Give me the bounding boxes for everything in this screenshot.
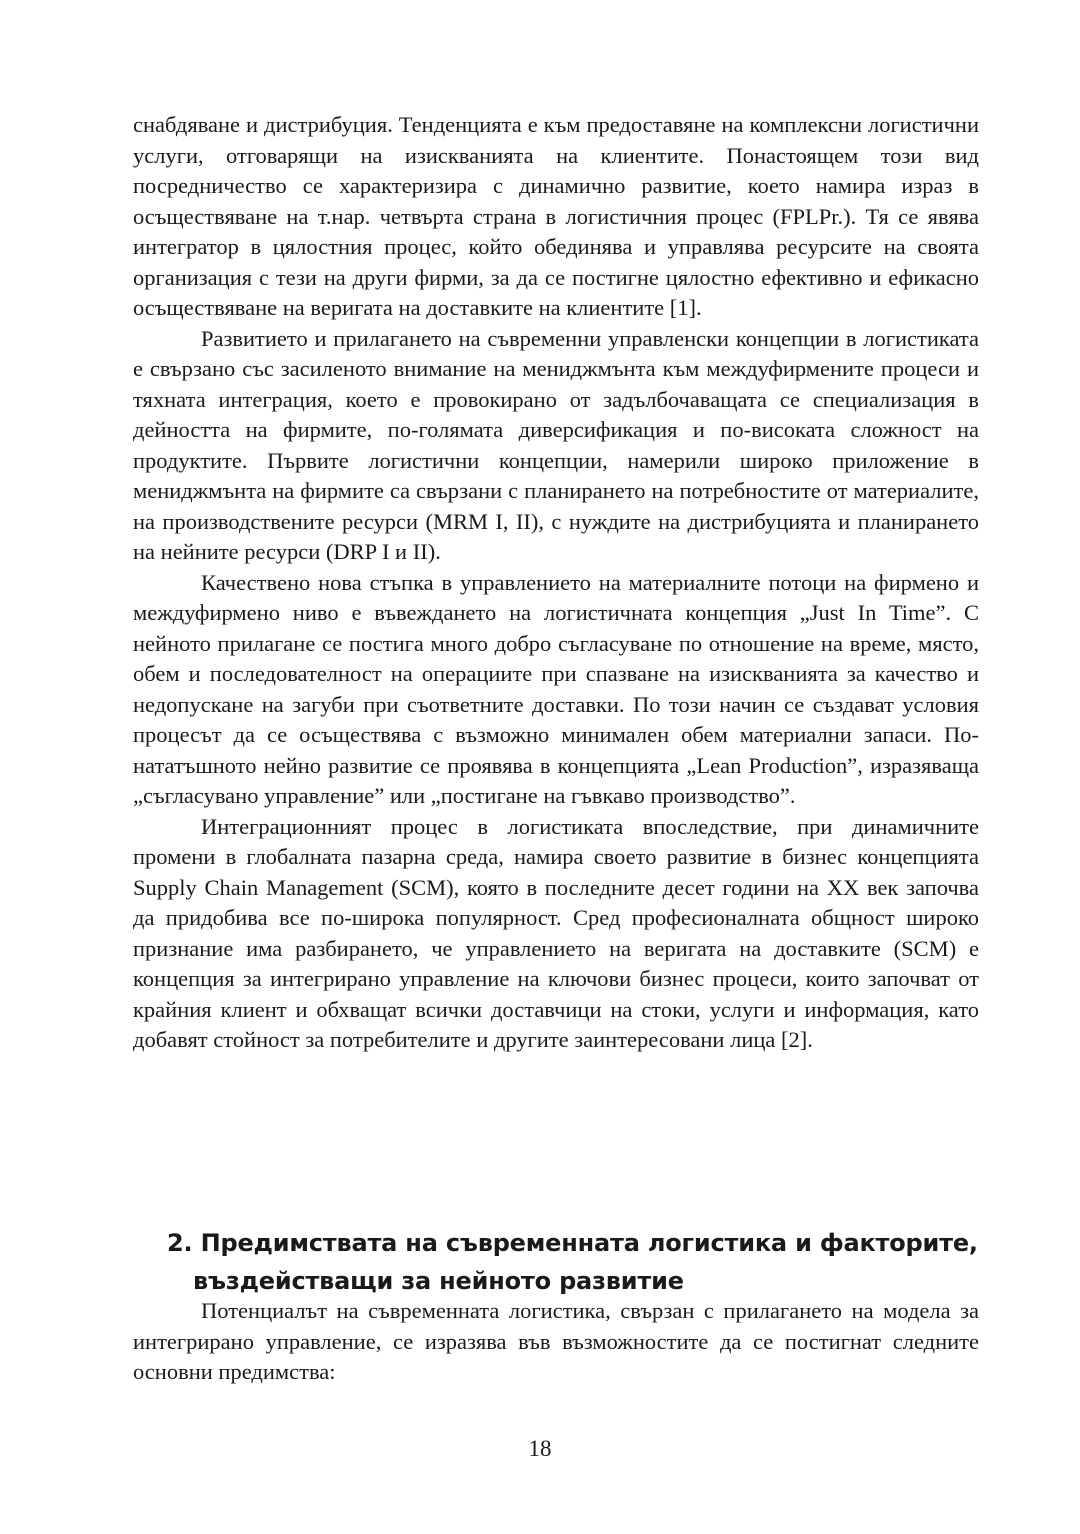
body-text — [133, 110, 979, 1056]
paragraph-just-in-time: Качествено нова стъпка в управлението на материалните потоци на фирмено и междуфирмено ниво е въвеждането на логистичната концепция „Just In Time”. С нейното прилагане се постига много добро съгласуване по отношение на време, място, обем и последователност на операциите при спазване на изискванията за качество и недопускане на загуби при съответните доставки. По този начин се създават условия процесът да се осъществява с възможно минимален обем материални запаси. По-нататъшното нейно развитие се проявява в концепцията „Lean Production”, изразяваща „съгласувано управление” или „постигане на гъвкаво производство”. — [133, 569, 979, 808]
page-number: 18 — [528, 1436, 552, 1461]
section-heading-line1: 2. Предимствата на съвременната логистика и факторите, — [167, 1229, 978, 1257]
section-heading-line2: въздействащи за нейното развитие — [193, 1267, 684, 1295]
section-body — [133, 1296, 979, 1388]
section-heading — [167, 1224, 979, 1300]
paragraph-concepts: Развитието и прилагането на съвременни управленски концепции в логистиката е свързано със засиленото внимание на мениджмънта към междуфирмените процеси и тяхната интеграция, което е провокирано от задълбочаващата се специализация в дейността на фирмите, по-голямата диверсификация и по-високата сложност на продуктите. Първите логистични концепции, намерили широко приложение в мениджмънта на фирмите са свързани с планирането на потребностите от материалите, на производствените ресурси (MRM I, II), с нуждите на дистрибуцията и планирането на нейните ресурси (DRP I и II). — [133, 325, 979, 564]
paragraph-advantages-intro: Потенциалът на съвременната логистика, свързан с прилагането на модела за интегрирано управление, се изразява във възможностите да се постигнат следните основни предимства: — [133, 1298, 979, 1384]
paragraph-scm: Интеграционният процес в логистиката впоследствие, при динамичните промени в глобалната пазарна среда, намира своето развитие в бизнес концепцията Supply Chain Management (SCM), която в последните десет години на XX век започва да придобива все по-широка популярност. Сред професионалната общност широко признание има разбирането, че управлението на веригата на доставките (SCM) е концепция за интегрирано управление на ключови бизнес процеси, които започват от крайния клиент и обхващат всички доставчици на стоки, услуги и информация, като добавят стойност за потребителите и другите заинтересовани лица [2]. — [133, 813, 979, 1052]
paragraph-continuation: снабдяване и дистрибуция. Тенденцията е към предоставяне на комплексни логистични услуги, отговарящи на изискванията на клиентите. Понастоящем този вид посредничество се характеризира с динамично развитие, което намира израз в осъществяване на т.нар. четвърта страна в логистичния процес (FPLPr.). Тя се явява интегратор в цялостния процес, който обединява и управлява ресурсите на своята организация с тези на други фирми, за да се постигне цялостно ефективно и ефикасно осъществяване на веригата на доставките на клиентите [1]. — [133, 112, 979, 320]
